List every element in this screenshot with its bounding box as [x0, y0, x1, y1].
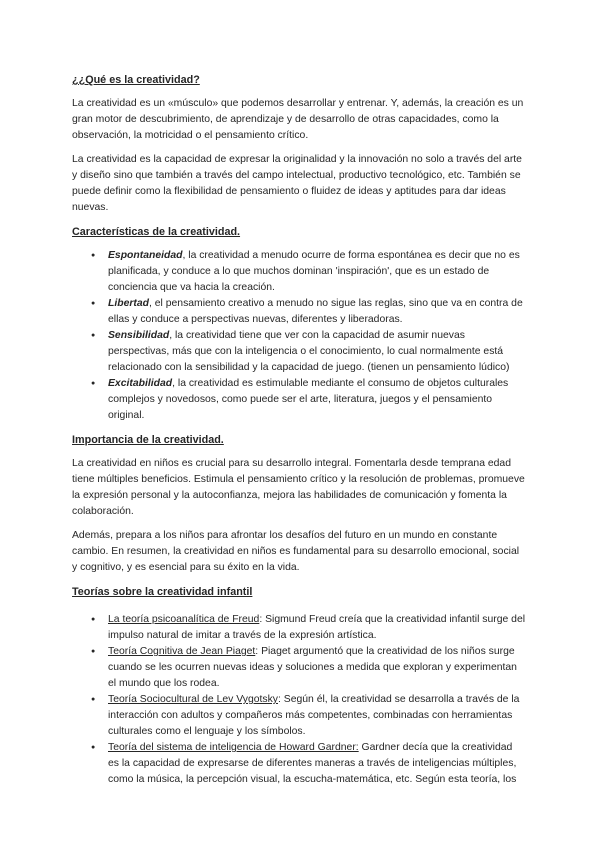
paragraph: Además, prepara a los niños para afrontar los desafíos del futuro en un mundo en constante cambio. En resumen, la creatividad en niños es fundamental para su desarrollo emocional, social y cognitivo, y es esencial para su éxito en la vida.: [72, 530, 520, 573]
list-item: [108, 692, 526, 740]
heading-caracteristicas: Características de la creatividad.: [72, 226, 241, 238]
term-espontaneidad: Espontaneidad: [108, 250, 183, 261]
section-importancia: [72, 432, 526, 576]
section-teorias: [72, 584, 526, 788]
paragraph: La creatividad es un «músculo» que podemos desarrollar y entrenar. Y, además, la creación es un gran motor de descubrimiento, de aprendizaje y de desarrollo de otras capacidades, como la observación, la motricidad o el pensamiento crítico.: [72, 98, 524, 141]
heading-teorias: Teorías sobre la creatividad infantil: [72, 586, 253, 598]
paragraph: La creatividad es la capacidad de expresar la originalidad y la innovación no solo a través del arte y diseño sino que también a través del campo intelectual, productivo tecnológico, etc. También se puede definir como la flexibilidad de pensamiento o fluidez de ideas y aptitudes para dar ideas nuevas.: [72, 154, 522, 213]
list-item: [108, 248, 526, 296]
item-text: Gardner decía que la creatividad es la capacidad de expresarse de diferentes maneras a través de inteligencias múltiples, como la música, la percepción visual, la escucha-matemática, etc. Según esta teoría, los: [108, 742, 517, 785]
item-text: : Sigmund Freud creía que la creatividad infantil surge del impulso natural de imitar a través de la expresión artística.: [108, 614, 526, 641]
item-text: , la creatividad tiene que ver con la capacidad de asumir nuevas perspectivas, más que con la inteligencia o el conocimiento, lo cual normalmente está relacionado con la sensibilidad y la capacidad de juego. (tienen un pensamiento lúdico): [108, 330, 510, 373]
item-text: , la creatividad es estimulable mediante el consumo de objetos culturales complejos y novedosos, como puede ser el arte, literatura, juegos y el pensamiento original.: [108, 378, 509, 421]
list-item: [108, 376, 526, 424]
term-freud: La teoría psicoanalítica de Freud: [108, 614, 260, 625]
term-sensibilidad: Sensibilidad: [108, 330, 170, 341]
section-que-es: [72, 72, 526, 216]
heading-importancia: Importancia de la creatividad.: [72, 434, 224, 446]
paragraph: La creatividad en niños es crucial para su desarrollo integral. Fomentarla desde temprana edad tiene múltiples beneficios. Estimula el pensamiento crítico y la resolución de problemas, promueve la expresión personal y la autoconfianza, mejora las habilidades de comunicación y fomenta la colaboración.: [72, 458, 525, 517]
term-gardner: Teoría del sistema de inteligencia de Howard Gardner:: [108, 742, 359, 753]
term-piaget: Teoría Cognitiva de Jean Piaget: [108, 646, 256, 657]
list-item: [108, 612, 526, 644]
list-item: [108, 296, 526, 328]
list-item: [108, 644, 526, 692]
heading-que-es: ¿¿Qué es la creatividad?: [72, 74, 200, 86]
item-text: , la creatividad a menudo ocurre de forma espontánea es decir que no es planificada, y conduce a lo que muchos dominan 'inspiración', que es un estado de conciencia que va hacia la creación.: [108, 250, 520, 293]
section-caracteristicas: [72, 224, 526, 424]
term-vygotsky: Teoría Sociocultural de Lev Vygotsky: [108, 694, 278, 705]
item-text: , el pensamiento creativo a menudo no sigue las reglas, sino que va en contra de ellas y conduce a perspectivas nuevas, diferentes y liberadoras.: [108, 298, 523, 325]
characteristics-list: [72, 248, 526, 424]
list-item: [108, 328, 526, 376]
term-excitabilidad: Excitabilidad: [108, 378, 173, 389]
item-text: : Según él, la creatividad se desarrolla a través de la interacción con adultos y compañeros más competentes, combinadas con herramientas culturales como el lenguaje y los símbolos.: [108, 694, 520, 737]
theories-list: [72, 612, 526, 788]
term-libertad: Libertad: [108, 298, 149, 309]
list-item: [108, 740, 526, 788]
item-text: : Piaget argumentó que la creatividad de los niños surge cuando se les ocurren nuevas ideas y soluciones a medida que exploran y experimentan el mundo que los rodea.: [108, 646, 517, 689]
